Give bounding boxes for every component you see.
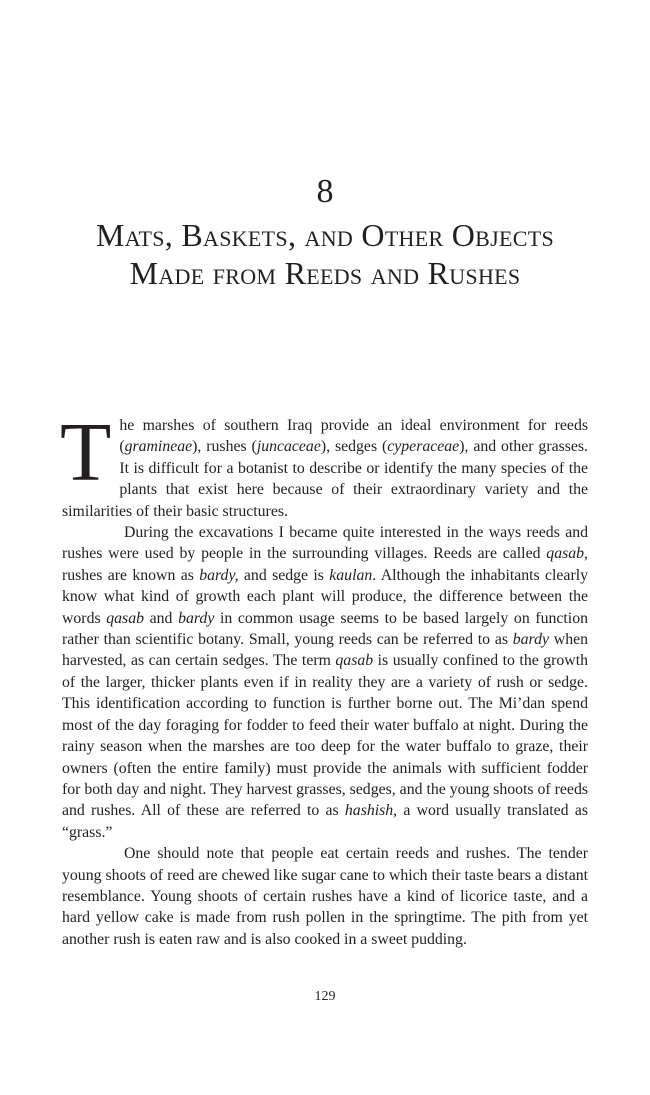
text-run: is usually confined to the growth of the larger, thicker plants even if in reality they are a variety of rush or sedge. This identification according to function is further borne out. The Mi’dan spend most of the day foraging for fodder to feed their water buffalo at night. During the rainy season when the marshes are too deep for the water buffalo to graze, their owners (often the entire family) must provide the animals with sufficient fodder for both day and night. They harvest grasses, sedges, and the young shoots of reeds and rushes. All of these are referred to as <box>62 652 588 820</box>
text-run: ), and other grasses. It is difficult for a botanist to describe or identify the many species of the plants that exist here because of their extraordinary variety and the similarities of their basic structures. <box>62 438 588 520</box>
chapter-number: 8 <box>316 173 334 210</box>
page-number: 129 <box>314 989 336 1004</box>
italic-term: bardy <box>512 631 550 649</box>
chapter-title-line-2: Made from Reeds and Rushes <box>129 255 521 291</box>
italic-term: bardy <box>178 609 215 627</box>
paragraph-1 <box>60 406 588 522</box>
text-run: . Although the inhabitants clearly know what kind of growth each plant will produce, the difference between the words <box>62 566 588 627</box>
italic-term: bardy, <box>199 566 239 584</box>
italic-term: kaulan <box>329 566 373 584</box>
italic-term: juncaceae <box>256 438 321 456</box>
drop-cap: T <box>60 406 112 499</box>
text-run: and <box>144 609 179 627</box>
text-run: During the excavations I became quite interested in the ways reeds and rushes were used by people in the surrounding villages. Reeds are called <box>62 524 588 563</box>
text-run: ), sedges ( <box>320 438 388 456</box>
text-run: and sedge is <box>238 566 330 584</box>
paragraph-3: One should note that people eat certain reeds and rushes. The tender young shoots of reed are chewed like sugar cane to which their taste bears a distant resemblance. Young shoots of certain rushes have a kind of licorice taste, and a hard yellow cake is made from rush pollen in the springtime. The pith from yet another rush is eaten raw and is also cooked in a sweet pudding. <box>62 845 588 948</box>
italic-term: qasab <box>106 609 144 627</box>
chapter-title <box>50 216 600 292</box>
text-run: , a word usually translated as “grass.” <box>62 802 588 841</box>
text-run: in common usage seems to be based largely on function rather than scientific botany. Small, young reeds can be referred to as <box>62 609 588 649</box>
text-run: when harvested, as can certain sedges. The term <box>62 631 588 670</box>
body-text <box>60 406 588 950</box>
italic-term: hashish <box>344 802 394 820</box>
chapter-title-line-1: Mats, Baskets, and Other Objects <box>96 217 554 253</box>
italic-term: gramineae <box>124 438 193 456</box>
text-run: ), rushes ( <box>192 438 257 456</box>
text-run: , rushes are known as <box>62 545 588 584</box>
paragraph-2 <box>62 522 588 843</box>
italic-term: qasab <box>335 652 374 670</box>
italic-term: qasab <box>546 545 585 563</box>
italic-term: cyperaceae <box>387 438 460 456</box>
text-run: he marshes of southern Iraq provide an ideal environment for reeds ( <box>119 417 588 456</box>
